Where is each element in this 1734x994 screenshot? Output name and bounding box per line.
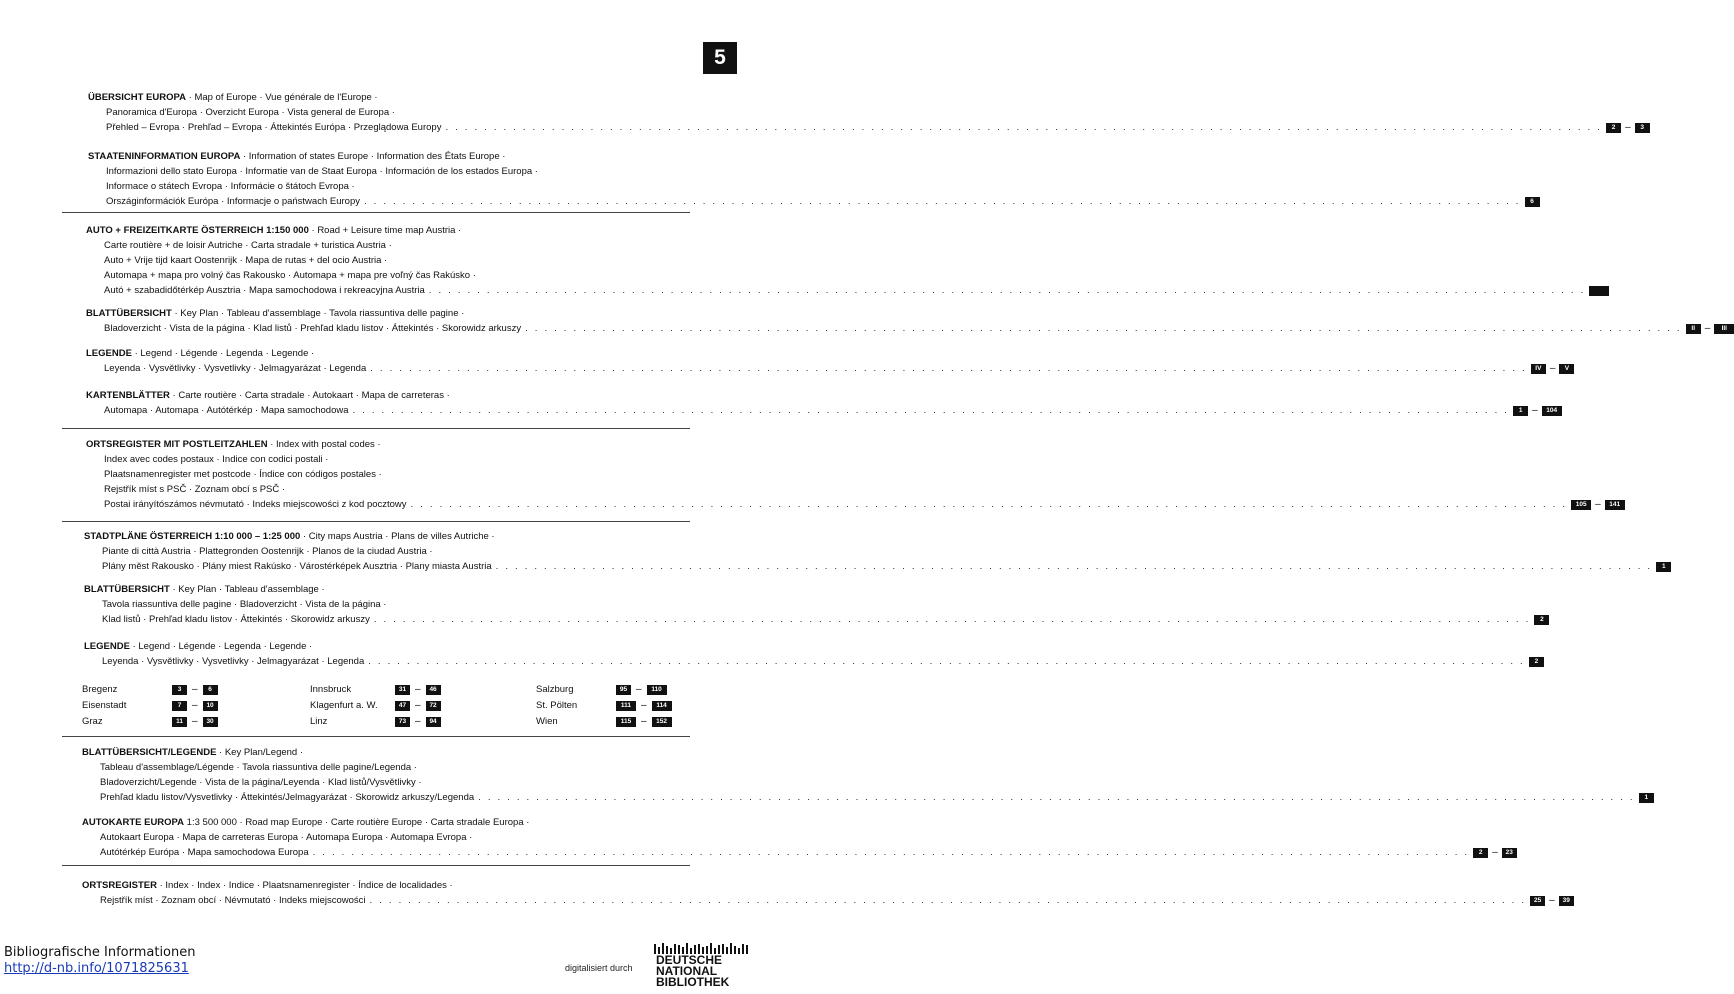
page-range-dash: – bbox=[1625, 122, 1631, 133]
page-ref-badge: 11 bbox=[172, 717, 187, 727]
toc-heading-text bbox=[86, 348, 314, 359]
page-range-dash: – bbox=[1532, 405, 1538, 416]
toc-entry-text: Piante di città Austria · Plattegronden Oostenrijk · Planos de la ciudad Austria · bbox=[102, 546, 433, 557]
toc-entry-text: Automapa · Automapa · Autótérkép · Mapa samochodowa bbox=[104, 405, 349, 416]
section-divider bbox=[62, 521, 690, 522]
toc-heading-text bbox=[82, 747, 303, 758]
toc-section bbox=[88, 90, 1644, 135]
toc-section bbox=[84, 529, 1666, 574]
page-reference bbox=[1606, 120, 1650, 135]
page-reference bbox=[1656, 562, 1671, 572]
page-reference bbox=[1639, 793, 1654, 803]
page-ref-badge: 114 bbox=[652, 701, 672, 711]
city-name: Eisenstadt bbox=[82, 700, 127, 711]
dnb-logo-bar bbox=[722, 944, 724, 954]
toc-entry-line bbox=[82, 845, 1513, 860]
toc-section-title: AUTOKARTE EUROPA bbox=[82, 817, 185, 828]
page-range-dash: – bbox=[415, 684, 421, 695]
toc-entry-text: Autó + szabadidőtérkép Ausztria · Mapa samochodowa i rekreacyjna Austria bbox=[104, 285, 425, 296]
page-range-dash: – bbox=[192, 716, 198, 727]
toc-section-subtitle: · City maps Austria · Plans de villes Autriche · bbox=[300, 531, 495, 542]
toc-entry-text: Plány měst Rakousko · Plány miest Rakúsko · Várostérképek Ausztria · Plany miasta Austria bbox=[102, 561, 492, 572]
toc-entry-line bbox=[88, 105, 672, 120]
leader-dots: . . . . . . . . . . . . . . . . . . . . . . . . . . . . . . . . . . . . . . . . . . . . . . . . . . . . . . . . . . . . . . . . . . . . . . . . . . . . . . . . . . . . . . . . . . . . . . . . . . . . . . . . . . . . . . . . . . . . . . . . bbox=[373, 614, 1531, 625]
toc-entry-text: Tavola riassuntiva delle pagine · Bladoverzicht · Vista de la página · bbox=[102, 599, 387, 610]
toc-heading-line bbox=[84, 529, 672, 544]
toc-entry-line bbox=[82, 775, 672, 790]
page-ref-badge: 39 bbox=[1559, 896, 1574, 906]
page-ref-badge: 3 bbox=[1635, 123, 1650, 133]
page-ref-badge: 152 bbox=[652, 717, 672, 727]
toc-entry-line bbox=[82, 790, 1649, 805]
bibliographic-info bbox=[4, 945, 196, 977]
page-reference bbox=[1513, 403, 1562, 418]
page-ref-badge: 6 bbox=[203, 685, 218, 695]
section-divider bbox=[62, 865, 690, 866]
toc-entry-text: Országinformációk Európa · Informacje o państwach Europy bbox=[106, 196, 360, 207]
page-reference bbox=[1686, 321, 1734, 336]
dnb-logo-bar bbox=[726, 947, 728, 954]
toc-section-title: ÜBERSICHT EUROPA bbox=[88, 92, 186, 103]
toc-entry-line bbox=[84, 597, 672, 612]
toc-entry-line bbox=[86, 497, 1621, 512]
page-reference bbox=[1571, 497, 1625, 512]
toc-heading-line bbox=[86, 306, 672, 321]
toc-entry-text: Informazioni dello stato Europa · Informatie van de Staat Europa · Información de los estados Europa · bbox=[106, 166, 538, 177]
city-entry bbox=[82, 682, 218, 697]
page-range-dash: – bbox=[641, 700, 647, 711]
page-ref-badge: 1 bbox=[1513, 406, 1528, 416]
toc-heading-text bbox=[84, 531, 495, 542]
page-ref-badge: 2 bbox=[1529, 657, 1544, 667]
dnb-logo-line-1: DEUTSCHE bbox=[656, 953, 723, 967]
toc-entry-line bbox=[84, 559, 1666, 574]
page-ref-badge: 31 bbox=[395, 685, 410, 695]
toc-section-subtitle: 1:3 500 000 · Road map Europe · Carte routière Europe · Carta stradale Europa · bbox=[184, 817, 530, 828]
city-name: Bregenz bbox=[82, 684, 118, 695]
dnb-logo-line-3: BIBLIOTHEK bbox=[656, 975, 730, 989]
city-name: Graz bbox=[82, 716, 103, 727]
page-ref-badge: 10 bbox=[203, 701, 218, 711]
dnb-logo-bar bbox=[730, 943, 732, 954]
page-ref-badge: 104 bbox=[1542, 406, 1562, 416]
leader-dots: . . . . . . . . . . . . . . . . . . . . . . . . . . . . . . . . . . . . . . . . . . . . . . . . . . . . . . . . . . . . . . . . . . . . . . . . . . . . . . . . . . . . . . . . . . . . . . . . . . . . . . . . . . . . . . . . . . . . . . . . bbox=[368, 656, 1525, 667]
toc-entry-line bbox=[86, 238, 672, 253]
toc-entry-text: Autokaart Europa · Mapa de carreteras Europa · Automapa Europa · Automapa Evropa · bbox=[100, 832, 473, 843]
city-name: Linz bbox=[310, 716, 328, 727]
toc-entry-text: Bladoverzicht/Legende · Vista de la página/Leyenda · Klad listů/Vysvětlivky · bbox=[100, 777, 422, 788]
page-ref-badge bbox=[1589, 286, 1609, 296]
page-range-dash: – bbox=[1549, 895, 1555, 906]
toc-entry-text: Panoramica d'Europa · Overzicht Europa · Vista general de Europa · bbox=[106, 107, 395, 118]
toc-section-title: KARTENBLÄTTER bbox=[86, 390, 170, 401]
toc-entry-line bbox=[86, 283, 1586, 298]
toc-entry-text: Přehled – Evropa · Prehľad – Evropa · Áttekintés Európa · Przeglądowa Europy bbox=[106, 122, 442, 133]
toc-section bbox=[84, 582, 1544, 627]
toc-heading-text bbox=[86, 439, 381, 450]
section-divider bbox=[62, 212, 690, 213]
page-range-dash: – bbox=[636, 684, 642, 695]
leader-dots: . . . . . . . . . . . . . . . . . . . . . . . . . . . . . . . . . . . . . . . . . . . . . . . . . . . . . . . . . . . . . . . . . . . . . . . . . . . . . . . . . . . . . . . . . . . . . . . . . . . . . . . . . . . . . . . . . . . . . . . . bbox=[428, 285, 1586, 296]
toc-entry-text: Automapa + mapa pro volný čas Rakousko · Automapa + mapa pre voľný čas Rakúsko · bbox=[104, 270, 476, 281]
page-ref-badge: 111 bbox=[616, 701, 636, 711]
dnb-logo bbox=[650, 942, 756, 988]
page-ref-badge: 95 bbox=[616, 685, 631, 695]
dnb-logo-bar bbox=[742, 944, 744, 954]
toc-entry-text: Index avec codes postaux · Indice con codici postali · bbox=[104, 454, 329, 465]
page-reference bbox=[1531, 361, 1575, 376]
toc-section-title: STADTPLÄNE ÖSTERREICH 1:10 000 – 1:25 000 bbox=[84, 531, 301, 542]
toc-section bbox=[86, 306, 1727, 336]
toc-entry-text: Bladoverzicht · Vista de la página · Klad listů · Prehľad kladu listov · Áttekintés · Skorowidz arkuszy bbox=[104, 323, 522, 334]
page-ref-badge: 73 bbox=[395, 717, 410, 727]
leader-dots: . . . . . . . . . . . . . . . . . . . . . . . . . . . . . . . . . . . . . . . . . . . . . . . . . . . . . . . . . . . . . . . . . . . . . . . . . . . . . . . . . . . . . . . . . . . . . . . . . . . . . . . . . . . . . . . . . . . . . . . . bbox=[352, 405, 1510, 416]
toc-section-title: BLATTÜBERSICHT/LEGENDE bbox=[82, 747, 217, 758]
toc-entry-text: Rejstřík míst s PSČ · Zoznam obcí s PSČ · bbox=[104, 484, 286, 495]
leader-dots: . . . . . . . . . . . . . . . . . . . . . . . . . . . . . . . . . . . . . . . . . . . . . . . . . . . . . . . . . . . . . . . . . . . . . . . . . . . . . . . . . . . . . . . . . . . . . . . . . . . . . . . . . . . . . . . . . . . . . . . . bbox=[410, 499, 1568, 510]
page-range-dash: – bbox=[192, 684, 198, 695]
toc-entry-text: Carte routière + de loisir Autriche · Carta stradale + turistica Austria · bbox=[104, 240, 392, 251]
toc-entry-text: Tableau d'assemblage/Légende · Tavola riassuntiva delle pagine/Legenda · bbox=[100, 762, 417, 773]
toc-heading-line bbox=[82, 815, 672, 830]
toc-entry-line bbox=[82, 760, 672, 775]
toc-section-subtitle: · Road + Leisure time map Austria · bbox=[308, 225, 462, 236]
toc-heading-line bbox=[86, 223, 672, 238]
toc-section bbox=[88, 149, 1534, 209]
page-range-dash: – bbox=[1704, 323, 1711, 334]
page-ref-badge: 2 bbox=[1534, 615, 1549, 625]
toc-heading-text bbox=[82, 817, 529, 828]
page-range-dash: – bbox=[1492, 847, 1498, 858]
page-ref-badge: IV bbox=[1531, 364, 1546, 374]
toc-heading-text bbox=[86, 308, 464, 319]
toc-section bbox=[86, 437, 1621, 512]
leader-dots: . . . . . . . . . . . . . . . . . . . . . . . . . . . . . . . . . . . . . . . . . . . . . . . . . . . . . . . . . . . . . . . . . . . . . . . . . . . . . . . . . . . . . . . . . . . . . . . . . . . . . . . . . . . . . . . . . . . . . . . . bbox=[525, 323, 1682, 334]
leader-dots: . . . . . . . . . . . . . . . . . . . . . . . . . . . . . . . . . . . . . . . . . . . . . . . . . . . . . . . . . . . . . . . . . . . . . . . . . . . . . . . . . . . . . . . . . . . . . . . . . . . . . . . . . . . . . . . . . . . . . . . . bbox=[312, 847, 1470, 858]
toc-heading-line bbox=[88, 90, 672, 105]
toc-section-subtitle: · Information of states Europe · Information des États Europe · bbox=[240, 151, 506, 162]
dnb-logo-bar bbox=[738, 948, 740, 954]
city-entry bbox=[536, 698, 672, 713]
page-ref-badge: 46 bbox=[426, 685, 441, 695]
page-ref-badge: 1 bbox=[1656, 562, 1671, 572]
toc-entry-line bbox=[84, 612, 1544, 627]
leader-dots: . . . . . . . . . . . . . . . . . . . . . . . . . . . . . . . . . . . . . . . . . . . . . . . . . . . . . . . . . . . . . . . . . . . . . . . . . . . . . . . . . . . . . . . . . . . . . . . . . . . . . . . . . . . . . . . . . . . . . . . . bbox=[445, 122, 1603, 133]
city-name: Salzburg bbox=[536, 684, 574, 695]
toc-heading-text bbox=[88, 151, 505, 162]
page-ref-badge: 25 bbox=[1530, 896, 1545, 906]
toc-section-subtitle: · Key Plan · Tableau d'assemblage · Tavola riassuntiva delle pagine · bbox=[171, 308, 465, 319]
toc-section-title: LEGENDE bbox=[86, 348, 132, 359]
bibliographic-info-link[interactable]: http://d-nb.info/1071825631 bbox=[4, 961, 189, 976]
page-ref-badge: 7 bbox=[172, 701, 187, 711]
toc-entry-text: Leyenda · Vysvětlivky · Vysvetlivky · Jelmagyarázat · Legenda bbox=[102, 656, 365, 667]
toc-entry-text: Prehľad kladu listov/Vysvetlivky · Áttekintés/Jelmagyarázat · Skorowidz arkuszy/Legenda bbox=[100, 792, 475, 803]
leader-dots: . . . . . . . . . . . . . . . . . . . . . . . . . . . . . . . . . . . . . . . . . . . . . . . . . . . . . . . . . . . . . . . . . . . . . . . . . . . . . . . . . . . . . . . . . . . . . . . . . . . . . . . . . . . . . . . . . . . . . . . . bbox=[369, 895, 1527, 906]
leader-dots: . . . . . . . . . . . . . . . . . . . . . . . . . . . . . . . . . . . . . . . . . . . . . . . . . . . . . . . . . . . . . . . . . . . . . . . . . . . . . . . . . . . . . . . . . . . . . . . . . . . . . . . . . . . . . . . . . . . . . . . . bbox=[363, 196, 1521, 207]
toc-section-subtitle: · Legend · Légende · Legenda · Legende · bbox=[131, 348, 315, 359]
toc-heading-text bbox=[86, 225, 461, 236]
city-entry bbox=[82, 714, 218, 729]
toc-section-title: LEGENDE bbox=[84, 641, 130, 652]
page-range-dash: – bbox=[1595, 499, 1601, 510]
toc-heading-line bbox=[86, 437, 672, 452]
toc-section-title: BLATTÜBERSICHT bbox=[84, 584, 170, 595]
toc-entry-text: Leyenda · Vysvětlivky · Vysvetlivky · Jelmagyarázat · Legenda bbox=[104, 363, 367, 374]
page-ref-badge: 141 bbox=[1605, 500, 1625, 510]
toc-entry-line bbox=[88, 179, 672, 194]
toc-entry-line bbox=[86, 268, 672, 283]
page-number: 5 bbox=[703, 42, 737, 74]
city-entry bbox=[310, 682, 441, 697]
toc-entry-line bbox=[86, 467, 672, 482]
toc-heading-line bbox=[82, 878, 672, 893]
city-entry bbox=[310, 714, 441, 729]
toc-entry-text: Autótérkép Európa · Mapa samochodowa Europa bbox=[100, 847, 309, 858]
toc-section-subtitle: · Index with postal codes · bbox=[267, 439, 381, 450]
page-ref-badge: 6 bbox=[1525, 197, 1540, 207]
toc-section bbox=[84, 639, 1539, 669]
toc-entry-line bbox=[84, 654, 1539, 669]
page-ref-badge: V bbox=[1559, 364, 1574, 374]
bibliographic-info-label: Bibliografische Informationen bbox=[4, 945, 196, 960]
toc-heading-line bbox=[86, 388, 672, 403]
section-divider bbox=[62, 428, 690, 429]
page-reference bbox=[1589, 286, 1609, 296]
dnb-logo-bar bbox=[746, 945, 748, 954]
dnb-logo-line-2: NATIONAL bbox=[656, 964, 718, 978]
toc-section-title: ORTSREGISTER bbox=[82, 880, 157, 891]
page-ref-badge: 94 bbox=[426, 717, 441, 727]
toc-section bbox=[86, 388, 1558, 418]
toc-section-subtitle: · Map of Europe · Vue générale de l'Europe · bbox=[186, 92, 378, 103]
toc-entry-line bbox=[82, 830, 672, 845]
city-name: Klagenfurt a. W. bbox=[310, 700, 378, 711]
toc-heading-text bbox=[86, 390, 450, 401]
toc-section bbox=[82, 815, 1513, 860]
page-ref-badge: 110 bbox=[647, 685, 667, 695]
page-range-dash: – bbox=[415, 716, 421, 727]
toc-entry-line bbox=[88, 120, 1644, 135]
toc-heading-line bbox=[84, 639, 672, 654]
page-ref-badge: III bbox=[1714, 324, 1734, 334]
page-ref-badge: 1 bbox=[1639, 793, 1654, 803]
toc-heading-text bbox=[88, 92, 378, 103]
toc-heading-line bbox=[88, 149, 672, 164]
toc-entry-line bbox=[84, 544, 672, 559]
page-ref-badge: 47 bbox=[395, 701, 410, 711]
city-entry bbox=[536, 682, 667, 697]
page-ref-badge: 30 bbox=[203, 717, 218, 727]
page-ref-badge: II bbox=[1686, 324, 1701, 334]
page-reference bbox=[1529, 657, 1544, 667]
toc-entry-line bbox=[86, 403, 1558, 418]
toc-entry-line bbox=[82, 893, 1570, 908]
toc-entry-text: Klad listů · Prehľad kladu listov · Áttekintés · Skorowidz arkuszy bbox=[102, 614, 370, 625]
leader-dots: . . . . . . . . . . . . . . . . . . . . . . . . . . . . . . . . . . . . . . . . . . . . . . . . . . . . . . . . . . . . . . . . . . . . . . . . . . . . . . . . . . . . . . . . . . . . . . . . . . . . . . . . . . . . . . . . . . . . . . . . bbox=[495, 561, 1653, 572]
toc-section-subtitle: · Index · Index · Indice · Plaatsnamenregister · Índice de localidades · bbox=[156, 880, 453, 891]
toc-entry-text: Auto + Vrije tijd kaart Oostenrijk · Mapa de rutas + del ocio Austria · bbox=[104, 255, 388, 266]
toc-entry-line bbox=[86, 253, 672, 268]
toc-heading-line bbox=[86, 346, 672, 361]
page-ref-badge: 23 bbox=[1502, 848, 1517, 858]
toc-entry-line bbox=[88, 194, 1534, 209]
page-range-dash: – bbox=[1549, 363, 1556, 374]
section-divider bbox=[62, 736, 690, 737]
city-entry bbox=[82, 698, 218, 713]
page-reference bbox=[1473, 845, 1517, 860]
page-ref-badge: 115 bbox=[616, 717, 636, 727]
toc-section-subtitle: · Carte routière · Carta stradale · Autokaart · Mapa de carreteras · bbox=[169, 390, 450, 401]
toc-entry-text: Rejstřík míst · Zoznam obcí · Névmutató · Indeks miejscowości bbox=[100, 895, 366, 906]
toc-section bbox=[86, 346, 1570, 376]
toc-entry-line bbox=[86, 361, 1570, 376]
leader-dots: . . . . . . . . . . . . . . . . . . . . . . . . . . . . . . . . . . . . . . . . . . . . . . . . . . . . . . . . . . . . . . . . . . . . . . . . . . . . . . . . . . . . . . . . . . . . . . . . . . . . . . . . . . . . . . . . . . . . . . . . bbox=[478, 792, 1635, 803]
page-ref-badge: 3 bbox=[172, 685, 187, 695]
toc-section-subtitle: · Key Plan · Tableau d'assemblage · bbox=[169, 584, 325, 595]
toc-heading-text bbox=[84, 584, 325, 595]
page-range-dash: – bbox=[415, 700, 421, 711]
city-name: Innsbruck bbox=[310, 684, 352, 695]
page-ref-badge: 72 bbox=[426, 701, 441, 711]
toc-entry-text: Plaatsnamenregister met postcode · Índice con códigos postales · bbox=[104, 469, 382, 480]
page-ref-badge: 2 bbox=[1606, 123, 1621, 133]
dnb-logo-bar bbox=[734, 946, 736, 954]
page-range-dash: – bbox=[192, 700, 198, 711]
page-reference bbox=[1534, 615, 1549, 625]
toc-section-title: STAATENINFORMATION EUROPA bbox=[88, 151, 241, 162]
toc-heading-line bbox=[84, 582, 672, 597]
digitized-by-label: digitalisiert durch bbox=[565, 963, 633, 973]
toc-section-title: BLATTÜBERSICHT bbox=[86, 308, 172, 319]
toc-heading-line bbox=[82, 745, 672, 760]
toc-section bbox=[86, 223, 1586, 298]
toc-entry-line bbox=[88, 164, 672, 179]
page-reference bbox=[1525, 197, 1540, 207]
city-entry bbox=[310, 698, 441, 713]
page-ref-badge: 2 bbox=[1473, 848, 1488, 858]
toc-heading-text bbox=[82, 880, 453, 891]
page-ref-badge: 105 bbox=[1571, 500, 1591, 510]
page-reference bbox=[1530, 893, 1574, 908]
city-entry bbox=[536, 714, 672, 729]
toc-entry-line bbox=[86, 482, 672, 497]
toc-heading-text bbox=[84, 641, 312, 652]
toc-section-title: ORTSREGISTER MIT POSTLEITZAHLEN bbox=[86, 439, 268, 450]
toc-section-subtitle: · Legend · Légende · Legenda · Legende · bbox=[129, 641, 313, 652]
toc-section-title: AUTO + FREIZEITKARTE ÖSTERREICH 1:150 000 bbox=[86, 225, 309, 236]
toc-section-subtitle: · Key Plan/Legend · bbox=[216, 747, 304, 758]
toc-section bbox=[82, 878, 1570, 908]
toc-section bbox=[82, 745, 1649, 805]
city-name: Wien bbox=[536, 716, 558, 727]
toc-entry-line bbox=[86, 321, 1727, 336]
city-name: St. Pölten bbox=[536, 700, 578, 711]
leader-dots: . . . . . . . . . . . . . . . . . . . . . . . . . . . . . . . . . . . . . . . . . . . . . . . . . . . . . . . . . . . . . . . . . . . . . . . . . . . . . . . . . . . . . . . . . . . . . . . . . . . . . . . . . . . . . . . . . . . . . . . . bbox=[370, 363, 1527, 374]
toc-entry-text: Informace o státech Evropa · Informácie o štátoch Evropa · bbox=[106, 181, 355, 192]
page-range-dash: – bbox=[641, 716, 647, 727]
toc-entry-text: Postai irányítószámos névmutató · Indeks miejscowości z kod pocztowy bbox=[104, 499, 407, 510]
toc-entry-line bbox=[86, 452, 672, 467]
